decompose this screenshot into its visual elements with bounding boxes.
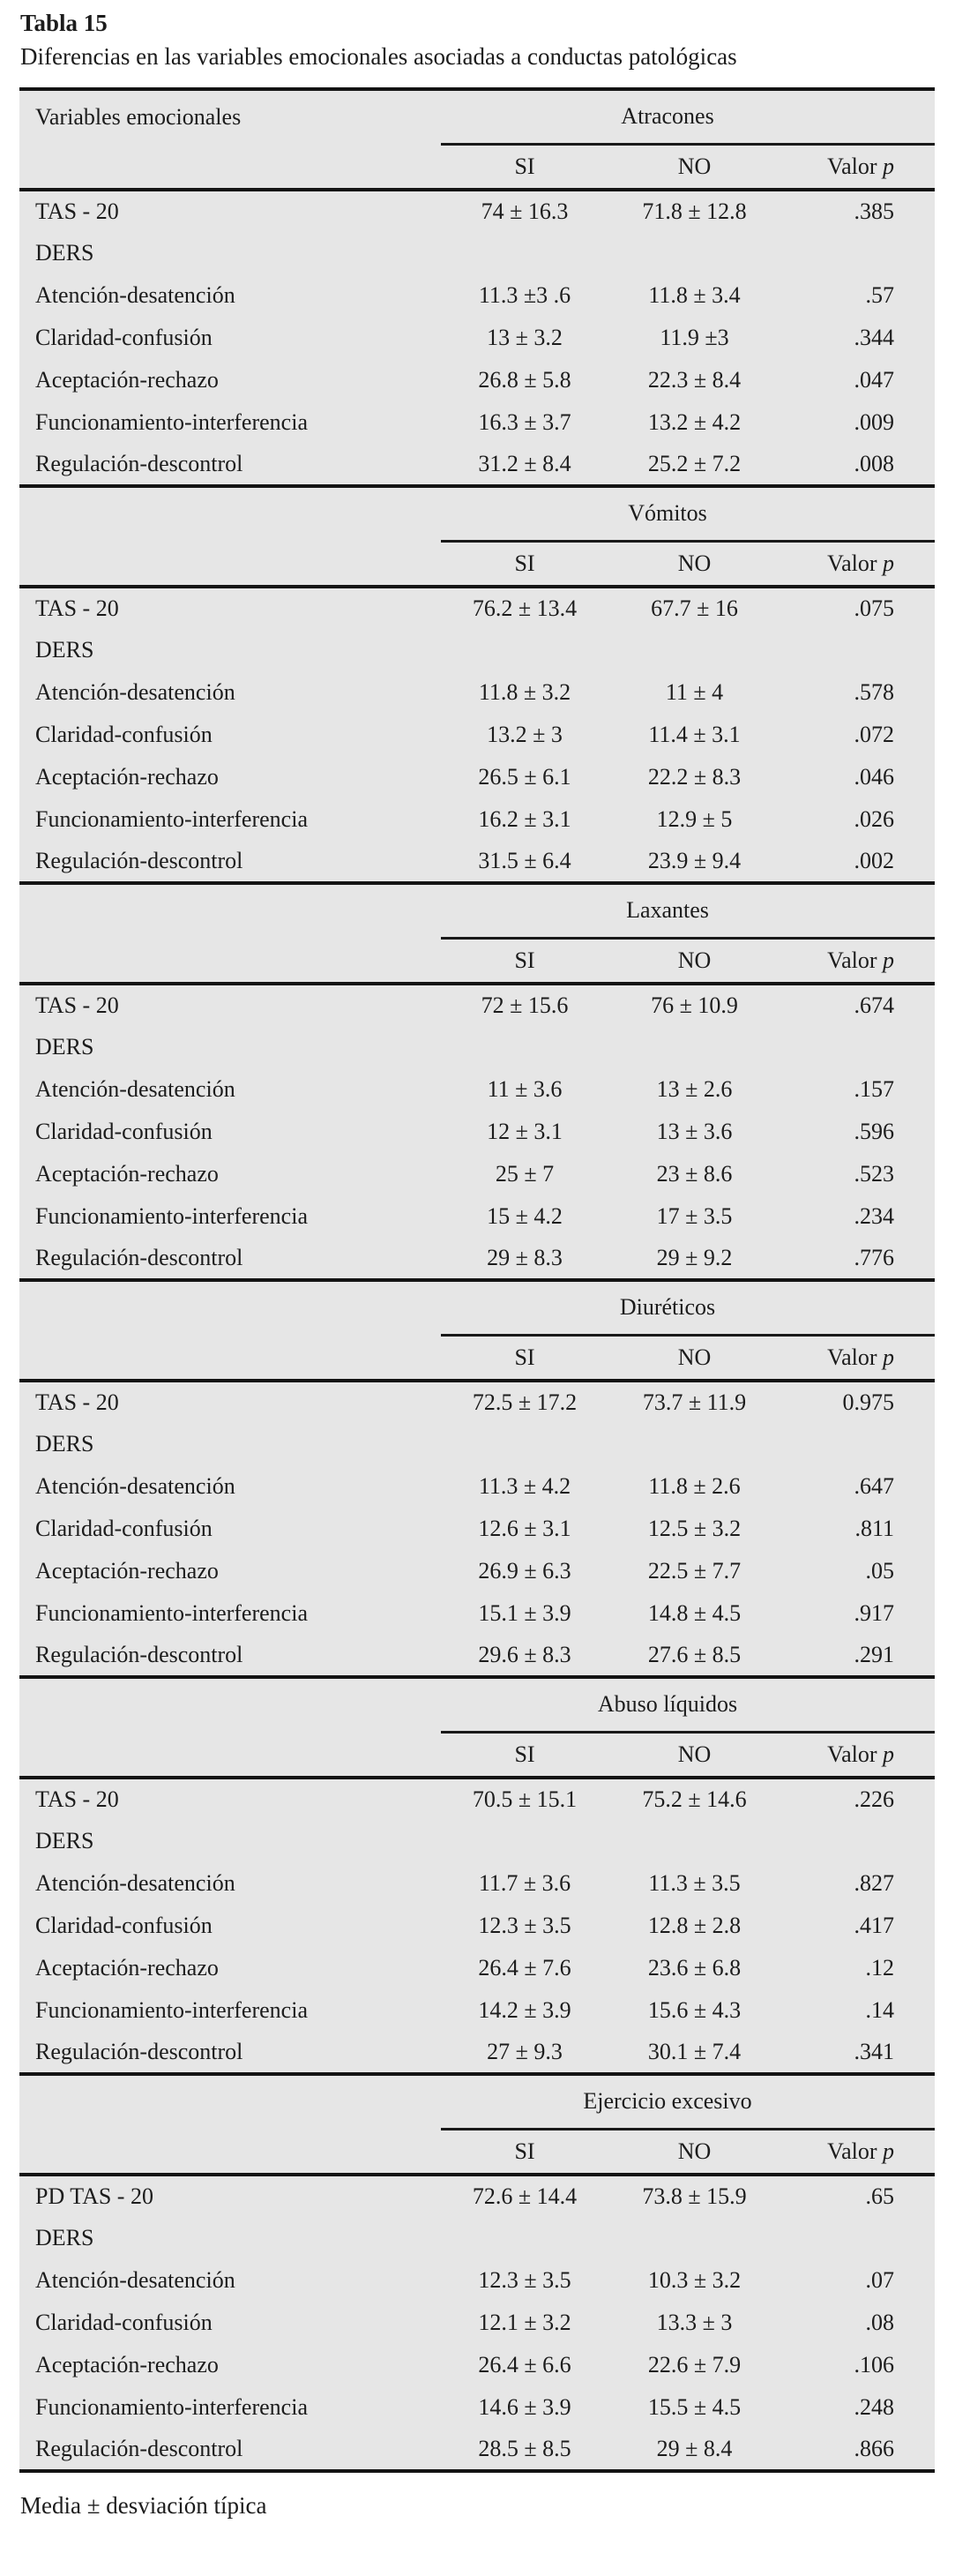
- si-value: 26.5 ± 6.1: [478, 764, 571, 790]
- no-value: 27.6 ± 8.5: [647, 1642, 742, 1668]
- table-row: [19, 1778, 935, 1820]
- no-value: 17 ± 3.5: [656, 1203, 733, 1230]
- row-label: Claridad-confusión: [35, 1913, 213, 1939]
- table-row: [19, 984, 935, 1026]
- si-value: 26.4 ± 6.6: [478, 2352, 571, 2378]
- column-header-row: [19, 541, 935, 587]
- si-value: 28.5 ± 8.5: [478, 2436, 571, 2462]
- col-header-no: NO: [608, 541, 780, 587]
- section-name: Laxantes: [441, 883, 935, 938]
- p-symbol: p: [883, 1344, 894, 1370]
- no-value: 15.5 ± 4.5: [647, 2394, 742, 2421]
- si-value: 13 ± 3.2: [487, 325, 563, 351]
- si-value: 26.8 ± 5.8: [478, 367, 571, 393]
- table-row: [19, 1153, 935, 1195]
- table-row: [19, 2259, 935, 2302]
- table-row: [19, 2032, 935, 2074]
- si-value: 11 ± 3.6: [487, 1076, 563, 1103]
- table-row: [19, 1026, 935, 1068]
- valor-label: Valor: [827, 1344, 877, 1370]
- empty-header-cell: [19, 541, 441, 587]
- p-value: .866: [854, 2436, 894, 2462]
- section-header-row: [19, 1280, 935, 1335]
- si-value: 13.2 ± 3: [487, 722, 563, 748]
- table-row: [19, 1592, 935, 1635]
- no-value: [608, 629, 780, 671]
- si-value: 15 ± 4.2: [487, 1203, 563, 1230]
- table-row: [19, 444, 935, 486]
- no-value: 13.2 ± 4.2: [647, 409, 742, 436]
- empty-header-cell: [19, 1732, 441, 1778]
- p-value: .008: [854, 451, 894, 477]
- row-label: Funcionamiento-interferencia: [35, 806, 308, 833]
- si-value: 29 ± 8.3: [487, 1245, 563, 1271]
- si-value: 15.1 ± 3.9: [478, 1600, 571, 1627]
- col-header-si: SI: [441, 1732, 608, 1778]
- table-row: [19, 190, 935, 232]
- no-value: 23 ± 8.6: [656, 1161, 733, 1187]
- valor-label: Valor: [827, 947, 877, 973]
- p-value: .647: [854, 1473, 894, 1500]
- table-row: [19, 1068, 935, 1111]
- row-label: Aceptación-rechazo: [35, 1558, 219, 1584]
- no-value: 11.8 ± 3.4: [648, 282, 741, 309]
- no-value: 67.7 ± 16: [651, 595, 738, 622]
- col-header-valor-p: [780, 1335, 935, 1381]
- valor-label: Valor: [827, 1741, 877, 1767]
- row-label: Claridad-confusión: [35, 1516, 213, 1542]
- table-row: [19, 317, 935, 359]
- row-label: Claridad-confusión: [35, 2310, 213, 2336]
- p-value: .65: [865, 2183, 894, 2210]
- no-value: 73.8 ± 15.9: [642, 2183, 747, 2210]
- section-name: Ejercicio excesivo: [441, 2074, 935, 2129]
- p-value: .385: [854, 198, 894, 225]
- table-row: [19, 841, 935, 883]
- no-value: [608, 232, 780, 274]
- si-value: [441, 1820, 608, 1862]
- table-row: [19, 1508, 935, 1550]
- si-value: [441, 1423, 608, 1465]
- row-label: Aceptación-rechazo: [35, 367, 219, 393]
- si-value: 16.3 ± 3.7: [478, 409, 571, 436]
- col-header-si: SI: [441, 541, 608, 587]
- no-value: 15.6 ± 4.3: [647, 1997, 742, 2024]
- p-symbol: p: [883, 947, 894, 973]
- si-value: 16.2 ± 3.1: [478, 806, 571, 833]
- row-label: Atención-desatención: [35, 679, 235, 706]
- valor-label: Valor: [827, 2138, 877, 2164]
- no-value: [608, 2217, 780, 2259]
- no-value: [608, 1423, 780, 1465]
- row-label: Funcionamiento-interferencia: [35, 409, 308, 436]
- no-value: 12.5 ± 3.2: [647, 1516, 742, 1542]
- si-value: [441, 1026, 608, 1068]
- si-value: 26.4 ± 7.6: [478, 1955, 571, 1981]
- p-value: .417: [854, 1913, 894, 1939]
- table-row: [19, 1905, 935, 1947]
- row-label: Aceptación-rechazo: [35, 1161, 219, 1187]
- empty-header-cell: [19, 1335, 441, 1381]
- si-value: 25 ± 7: [495, 1161, 555, 1187]
- no-value: 23.6 ± 6.8: [647, 1955, 742, 1981]
- si-value: 12.3 ± 3.5: [478, 1913, 571, 1939]
- no-value: 75.2 ± 14.6: [642, 1786, 747, 1813]
- p-value: .072: [854, 722, 894, 748]
- caption-block: [0, 0, 955, 72]
- no-value: 10.3 ± 3.2: [647, 2267, 742, 2294]
- p-value: .075: [854, 595, 894, 622]
- p-value: .047: [854, 367, 894, 393]
- table-footnote: Media ± desviación típica: [20, 2492, 267, 2520]
- table-row: [19, 2344, 935, 2386]
- p-value: [780, 1026, 935, 1068]
- row-label: Claridad-confusión: [35, 722, 213, 748]
- row-label: Funcionamiento-interferencia: [35, 1997, 308, 2024]
- corner-header: [19, 883, 441, 938]
- no-value: 13 ± 2.6: [656, 1076, 733, 1103]
- si-value: 12.3 ± 3.5: [478, 2267, 571, 2294]
- col-header-valor-p: [780, 2129, 935, 2175]
- column-header-row: [19, 144, 935, 190]
- p-symbol: p: [883, 1741, 894, 1767]
- p-value: .07: [865, 2267, 894, 2294]
- valor-label: Valor: [827, 550, 877, 576]
- row-label: Atención-desatención: [35, 1473, 235, 1500]
- col-header-si: SI: [441, 2129, 608, 2175]
- table-row: [19, 2175, 935, 2217]
- no-value: 22.5 ± 7.7: [647, 1558, 742, 1584]
- table-label: Tabla 15: [20, 10, 108, 36]
- no-value: [608, 1820, 780, 1862]
- table-row: [19, 1550, 935, 1592]
- corner-header: [19, 486, 441, 541]
- no-value: 23.9 ± 9.4: [647, 848, 742, 874]
- si-value: [441, 232, 608, 274]
- p-value: .523: [854, 1161, 894, 1187]
- col-header-no: NO: [608, 144, 780, 190]
- emotional-variables-table: [19, 87, 935, 2473]
- p-value: .776: [854, 1245, 894, 1271]
- table-row: [19, 587, 935, 629]
- p-value: .106: [854, 2352, 894, 2378]
- p-value: [780, 629, 935, 671]
- no-value: 22.2 ± 8.3: [647, 764, 742, 790]
- empty-header-cell: [19, 2129, 441, 2175]
- si-value: 12.1 ± 3.2: [478, 2310, 571, 2336]
- si-value: 74 ± 16.3: [481, 198, 569, 225]
- row-label: TAS - 20: [35, 595, 119, 622]
- si-value: 72 ± 15.6: [481, 992, 569, 1019]
- table-row: [19, 1862, 935, 1905]
- p-symbol: p: [883, 550, 894, 576]
- row-label: DERS: [35, 2225, 94, 2251]
- no-value: 13.3 ± 3: [656, 2310, 733, 2336]
- row-label: Claridad-confusión: [35, 325, 213, 351]
- p-value: .57: [865, 282, 894, 309]
- p-value: [780, 1423, 935, 1465]
- p-value: .226: [854, 1786, 894, 1813]
- si-value: 31.5 ± 6.4: [478, 848, 571, 874]
- si-value: 14.6 ± 3.9: [478, 2394, 571, 2421]
- corner-header: Variables emocionales: [35, 104, 242, 131]
- row-label: TAS - 20: [35, 1389, 119, 1416]
- p-value: [780, 1820, 935, 1862]
- si-value: 27 ± 9.3: [487, 2039, 563, 2065]
- row-label: DERS: [35, 1828, 94, 1854]
- table-row: [19, 1238, 935, 1280]
- no-value: 11.3 ± 3.5: [648, 1870, 741, 1897]
- si-value: 11.7 ± 3.6: [478, 1870, 571, 1897]
- col-header-no: NO: [608, 2129, 780, 2175]
- table-row: [19, 1820, 935, 1862]
- p-value: .08: [865, 2310, 894, 2336]
- no-value: 12.8 ± 2.8: [647, 1913, 742, 1939]
- section-header-row: [19, 1677, 935, 1732]
- si-value: 26.9 ± 6.3: [478, 1558, 571, 1584]
- row-label: Aceptación-rechazo: [35, 764, 219, 790]
- column-header-row: [19, 2129, 935, 2175]
- table-row: [19, 2217, 935, 2259]
- empty-header-cell: [19, 144, 441, 190]
- si-value: [441, 629, 608, 671]
- section-name: Abuso líquidos: [441, 1677, 935, 1732]
- si-value: 12 ± 3.1: [487, 1119, 563, 1145]
- corner-header: [19, 2074, 441, 2129]
- col-header-si: SI: [441, 1335, 608, 1381]
- table-row: [19, 274, 935, 317]
- col-header-valor-p: [780, 1732, 935, 1778]
- row-label: DERS: [35, 637, 94, 663]
- table-row: [19, 1111, 935, 1153]
- no-value: 14.8 ± 4.5: [647, 1600, 742, 1627]
- row-label: TAS - 20: [35, 1786, 119, 1813]
- table-row: [19, 671, 935, 714]
- p-value: .157: [854, 1076, 894, 1103]
- p-symbol: p: [883, 2138, 894, 2164]
- table-row: [19, 2302, 935, 2344]
- col-header-valor-p: [780, 144, 935, 190]
- no-value: 22.6 ± 7.9: [647, 2352, 742, 2378]
- col-header-no: NO: [608, 938, 780, 984]
- no-value: 11.8 ± 2.6: [648, 1473, 741, 1500]
- row-label: Regulación-descontrol: [35, 1245, 243, 1271]
- no-value: 29 ± 9.2: [656, 1245, 733, 1271]
- p-value: [780, 2217, 935, 2259]
- si-value: 11.3 ± 4.2: [478, 1473, 571, 1500]
- no-value: 25.2 ± 7.2: [647, 451, 742, 477]
- valor-label: Valor: [827, 153, 877, 179]
- empty-header-cell: [19, 938, 441, 984]
- table-row: [19, 1989, 935, 2032]
- p-value: .578: [854, 679, 894, 706]
- table-row: [19, 1423, 935, 1465]
- p-value: .344: [854, 325, 894, 351]
- row-label: Claridad-confusión: [35, 1119, 213, 1145]
- row-label: TAS - 20: [35, 198, 119, 225]
- table-row: [19, 714, 935, 756]
- row-label: PD TAS - 20: [35, 2183, 153, 2210]
- row-label: Atención-desatención: [35, 1076, 235, 1103]
- table-row: [19, 756, 935, 798]
- col-header-valor-p: [780, 541, 935, 587]
- si-value: 29.6 ± 8.3: [478, 1642, 571, 1668]
- corner-header: [19, 1280, 441, 1335]
- si-value: 76.2 ± 13.4: [472, 595, 578, 622]
- col-header-si: SI: [441, 144, 608, 190]
- p-symbol: p: [883, 153, 894, 179]
- p-value: .827: [854, 1870, 894, 1897]
- column-header-row: [19, 1335, 935, 1381]
- table-row: [19, 2386, 935, 2429]
- col-header-valor-p: [780, 938, 935, 984]
- row-label: Regulación-descontrol: [35, 1642, 243, 1668]
- no-value: 12.9 ± 5: [656, 806, 733, 833]
- table-row: [19, 401, 935, 444]
- no-value: [608, 1026, 780, 1068]
- table-row: [19, 1465, 935, 1508]
- si-value: 70.5 ± 15.1: [472, 1786, 578, 1813]
- si-value: 31.2 ± 8.4: [478, 451, 571, 477]
- p-value: .046: [854, 764, 894, 790]
- corner-header: [19, 1677, 441, 1732]
- table-row: [19, 1381, 935, 1423]
- p-value: .917: [854, 1600, 894, 1627]
- row-label: Atención-desatención: [35, 282, 235, 309]
- p-value: .596: [854, 1119, 894, 1145]
- si-value: 11.8 ± 3.2: [478, 679, 571, 706]
- no-value: 22.3 ± 8.4: [647, 367, 742, 393]
- column-header-row: [19, 1732, 935, 1778]
- p-value: .291: [854, 1642, 894, 1668]
- col-header-no: NO: [608, 1335, 780, 1381]
- section-name: Diuréticos: [441, 1280, 935, 1335]
- table-caption: Diferencias en las variables emocionales asociadas a conductas patológicas: [20, 43, 737, 71]
- row-label: Regulación-descontrol: [35, 2039, 243, 2065]
- table-row: [19, 1947, 935, 1989]
- row-label: Funcionamiento-interferencia: [35, 2394, 308, 2421]
- section-header-row: [19, 883, 935, 938]
- table-row: [19, 798, 935, 841]
- section-name: Atracones: [441, 89, 935, 144]
- p-value: .12: [865, 1955, 894, 1981]
- p-value: .234: [854, 1203, 894, 1230]
- p-value: .14: [865, 1997, 894, 2024]
- section-header-row: [19, 486, 935, 541]
- section-name: Vómitos: [441, 486, 935, 541]
- row-label: DERS: [35, 240, 94, 266]
- si-value: 72.6 ± 14.4: [472, 2183, 578, 2210]
- row-label: Regulación-descontrol: [35, 2436, 243, 2462]
- p-value: [780, 232, 935, 274]
- row-label: Regulación-descontrol: [35, 451, 243, 477]
- row-label: TAS - 20: [35, 992, 119, 1019]
- p-value: .05: [865, 1558, 894, 1584]
- p-value: .002: [854, 848, 894, 874]
- p-value: .341: [854, 2039, 894, 2065]
- col-header-no: NO: [608, 1732, 780, 1778]
- table-row: [19, 1195, 935, 1238]
- row-label: Funcionamiento-interferencia: [35, 1203, 308, 1230]
- p-value: 0.975: [842, 1389, 894, 1416]
- si-value: 72.5 ± 17.2: [472, 1389, 578, 1416]
- section-header-row: [19, 2074, 935, 2129]
- p-value: .811: [854, 1516, 894, 1542]
- row-label: Atención-desatención: [35, 2267, 235, 2294]
- no-value: 76 ± 10.9: [651, 992, 738, 1019]
- no-value: 11 ± 4: [665, 679, 724, 706]
- row-label: Aceptación-rechazo: [35, 1955, 219, 1981]
- table-row: [19, 359, 935, 401]
- si-value: [441, 2217, 608, 2259]
- p-value: .026: [854, 806, 894, 833]
- no-value: 29 ± 8.4: [656, 2436, 733, 2462]
- no-value: 71.8 ± 12.8: [642, 198, 747, 225]
- p-value: .009: [854, 409, 894, 436]
- col-header-si: SI: [441, 938, 608, 984]
- si-value: 12.6 ± 3.1: [478, 1516, 571, 1542]
- no-value: 73.7 ± 11.9: [642, 1389, 747, 1416]
- table-row: [19, 1635, 935, 1677]
- row-label: DERS: [35, 1034, 94, 1060]
- p-value: .674: [854, 992, 894, 1019]
- row-label: Funcionamiento-interferencia: [35, 1600, 308, 1627]
- no-value: 13 ± 3.6: [656, 1119, 733, 1145]
- table-row: [19, 629, 935, 671]
- no-value: 11.4 ± 3.1: [648, 722, 741, 748]
- section-header-row: [19, 89, 935, 144]
- p-value: .248: [854, 2394, 894, 2421]
- row-label: Aceptación-rechazo: [35, 2352, 219, 2378]
- si-value: 14.2 ± 3.9: [478, 1997, 571, 2024]
- no-value: 30.1 ± 7.4: [647, 2039, 742, 2065]
- table-row: [19, 2429, 935, 2471]
- column-header-row: [19, 938, 935, 984]
- no-value: 11.9 ±3: [660, 325, 729, 351]
- table-row: [19, 232, 935, 274]
- row-label: DERS: [35, 1431, 94, 1457]
- row-label: Regulación-descontrol: [35, 848, 243, 874]
- si-value: 11.3 ±3 .6: [478, 282, 571, 309]
- row-label: Atención-desatención: [35, 1870, 235, 1897]
